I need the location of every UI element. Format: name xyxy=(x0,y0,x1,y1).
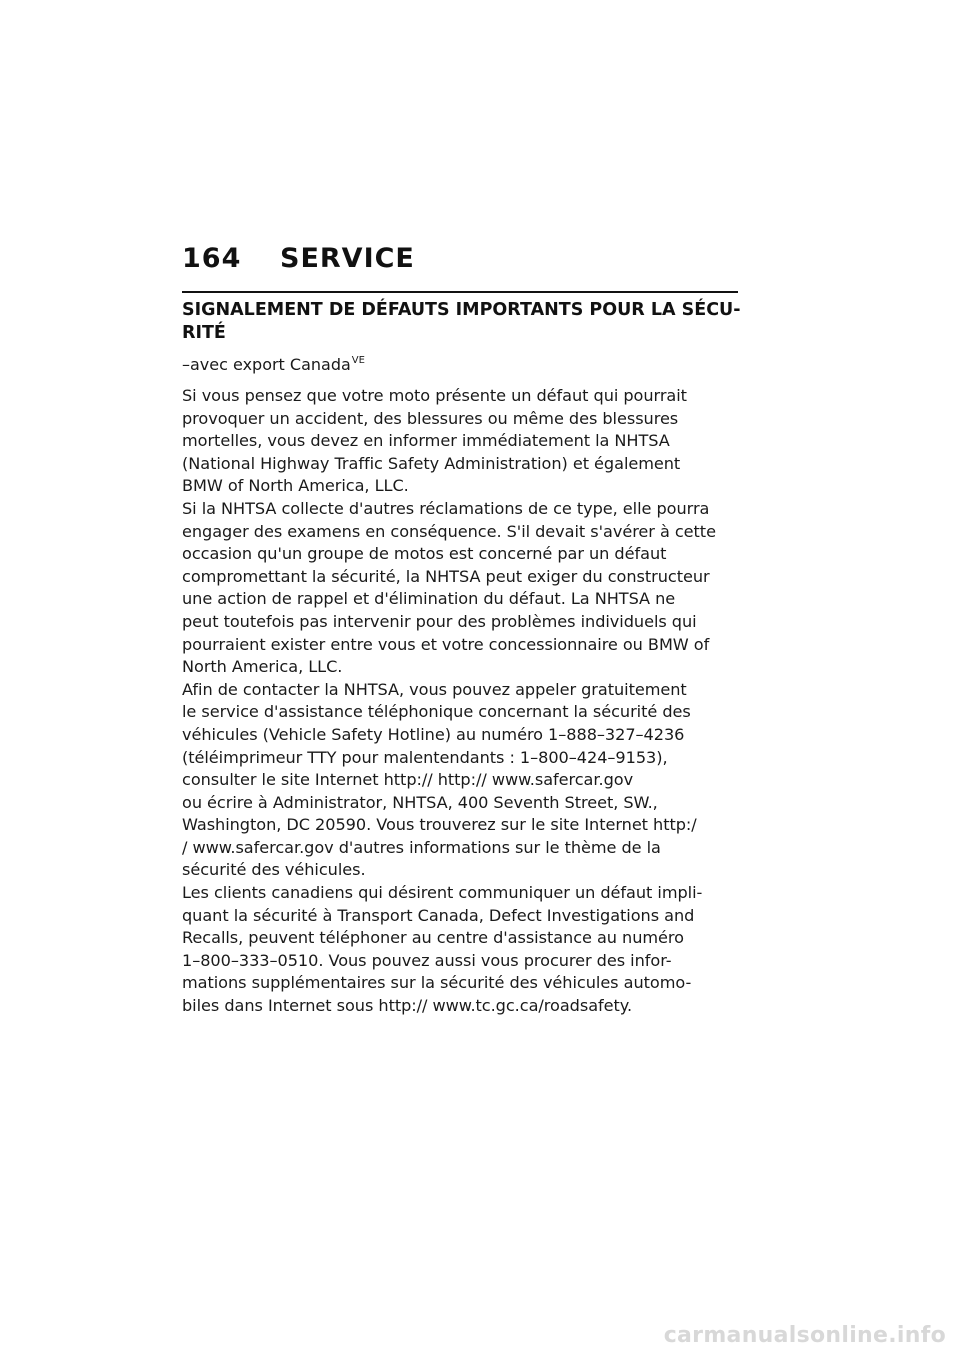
applicability-note xyxy=(182,350,744,376)
text-line: pourraient exister entre vous et votre concessionnaire ou BMW of xyxy=(182,634,710,654)
text-line: mortelles, vous devez en informer immédiatement la NHTSA xyxy=(182,431,670,451)
text-line: Si la NHTSA collecte d'autres réclamations de ce type, elle pourra xyxy=(182,498,710,518)
text-line: consulter le site Internet http:// http:// www.safercar.gov xyxy=(182,770,634,790)
text-line: Les clients canadiens qui désirent communiquer un défaut impli- xyxy=(182,883,703,903)
text-line: ou écrire à Administrator, NHTSA, 400 Seventh Street, SW., xyxy=(182,792,658,812)
section-title xyxy=(182,299,744,345)
section-title-line: RITÉ xyxy=(182,323,226,343)
text-line: Si vous pensez que votre moto présente un défaut qui pourrait xyxy=(182,386,687,405)
text-line: Recalls, peuvent téléphoner au centre d'assistance au numéro xyxy=(182,928,684,948)
text-line: mations supplémentaires sur la sécurité des véhicules automo- xyxy=(182,973,692,993)
text-line: engager des examens en conséquence. S'il devait s'avérer à cette xyxy=(182,521,716,541)
text-line: Washington, DC 20590. Vous trouverez sur le site Internet http:/ xyxy=(182,815,697,835)
text-line: quant la sécurité à Transport Canada, Defect Investigations and xyxy=(182,905,695,925)
paragraph-contact-nhtsa xyxy=(182,679,744,882)
text-line: compromettant la sécurité, la NHTSA peut exiger du constructeur xyxy=(182,566,710,586)
site-watermark: carmanualsonline.info xyxy=(663,1323,946,1348)
header-divider xyxy=(182,291,738,293)
text-line: Afin de contacter la NHTSA, vous pouvez appeler gratuitement xyxy=(182,679,687,699)
paragraph-report-defect xyxy=(182,385,744,498)
text-line: le service d'assistance téléphonique concernant la sécurité des xyxy=(182,702,691,722)
applicability-text: –avec export Canada xyxy=(182,355,351,374)
text-line: sécurité des véhicules. xyxy=(182,860,366,880)
section-title-line: SIGNALEMENT DE DÉFAUTS IMPORTANTS POUR LA SÉCU- xyxy=(182,300,741,320)
text-line: (téléimprimeur TTY pour malentendants : 1–800–424–9153), xyxy=(182,747,668,767)
applicability-code: VE xyxy=(351,355,365,366)
text-line: 1–800–333–0510. Vous pouvez aussi vous procurer des infor- xyxy=(182,950,672,970)
text-line: / www.safercar.gov d'autres informations sur le thème de la xyxy=(182,837,661,857)
paragraph-nhtsa-action xyxy=(182,498,744,679)
text-line: provoquer un accident, des blessures ou même des blessures xyxy=(182,408,679,428)
paragraph-canada-contact xyxy=(182,882,744,1018)
text-line: peut toutefois pas intervenir pour des problèmes individuels qui xyxy=(182,611,697,631)
text-line: North America, LLC. xyxy=(182,657,343,677)
page-header xyxy=(182,243,415,274)
text-line: biles dans Internet sous http:// www.tc.gc.ca/roadsafety. xyxy=(182,996,633,1016)
text-line: véhicules (Vehicle Safety Hotline) au numéro 1–888–327–4236 xyxy=(182,724,685,744)
text-line: BMW of North America, LLC. xyxy=(182,476,409,496)
text-line: une action de rappel et d'élimination du défaut. La NHTSA ne xyxy=(182,589,676,609)
text-line: (National Highway Traffic Safety Administration) et également xyxy=(182,453,681,473)
chapter-title: SERVICE xyxy=(280,243,415,274)
page-number: 164 xyxy=(182,243,242,274)
page-content xyxy=(182,299,744,1018)
text-line: occasion qu'un groupe de motos est concerné par un défaut xyxy=(182,544,667,564)
